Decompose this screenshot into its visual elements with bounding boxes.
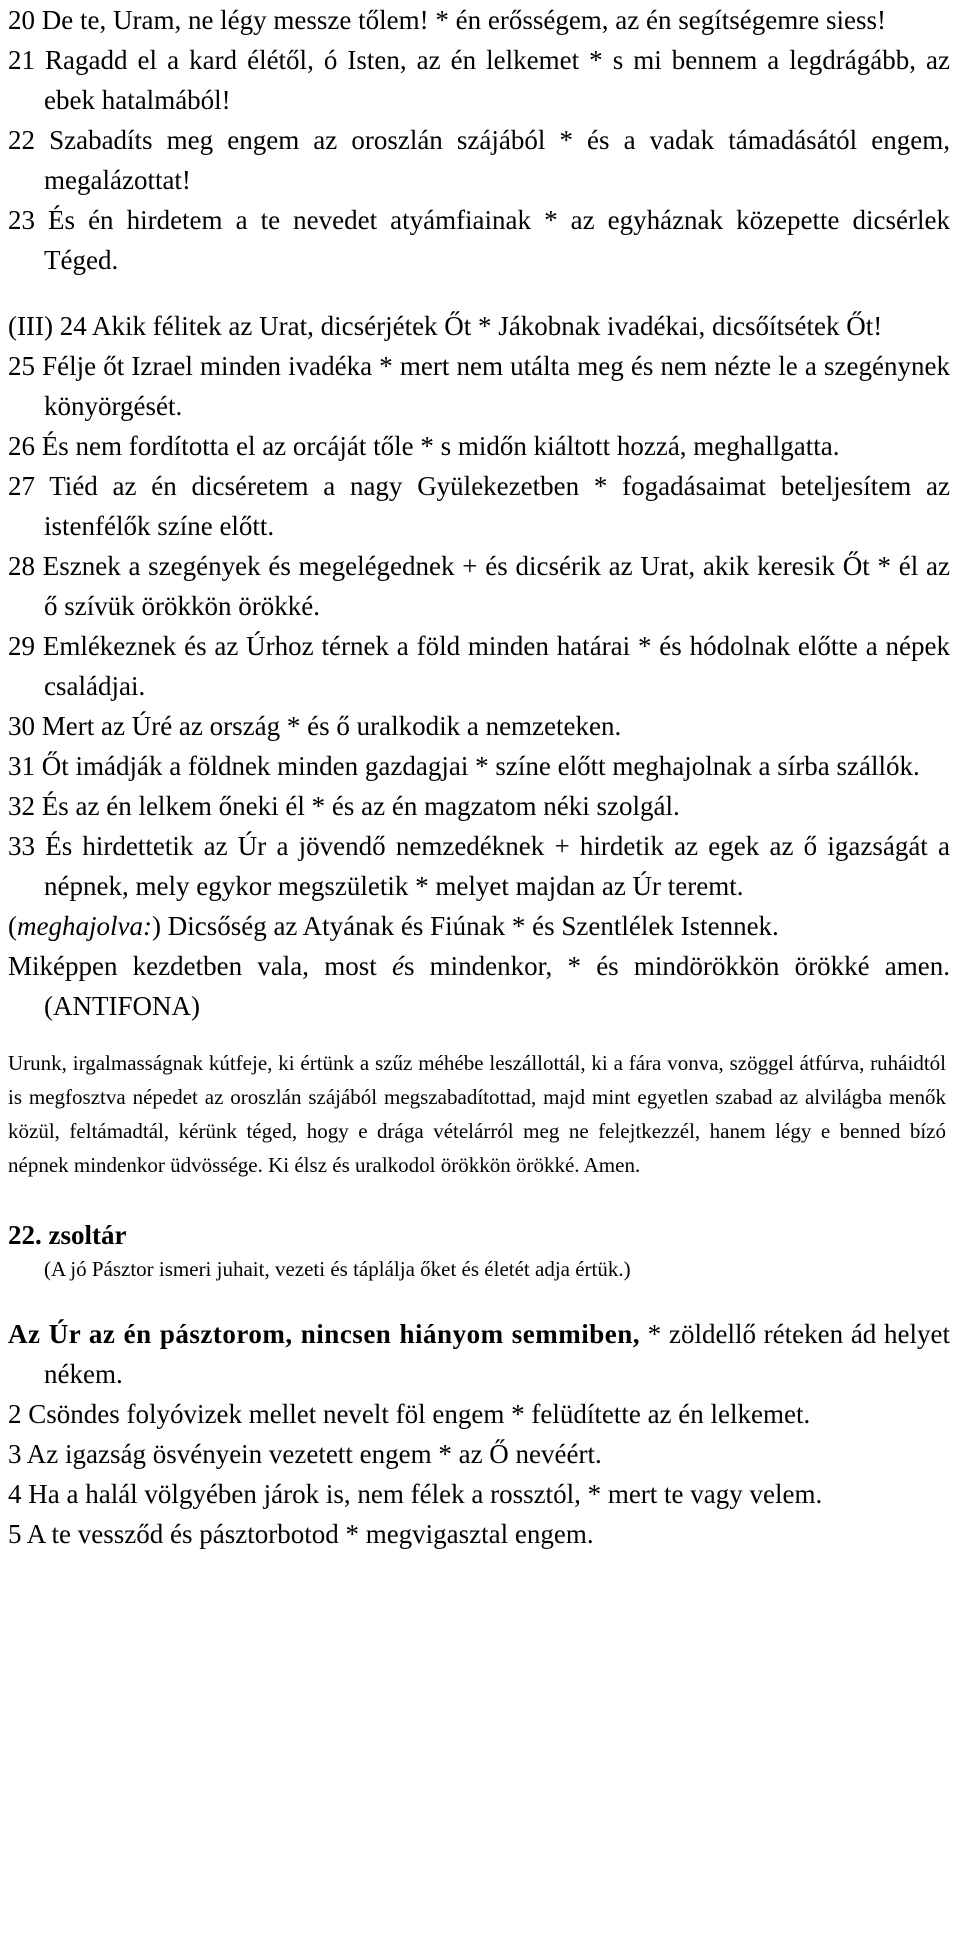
- psalm-22-verse-1-bold: Az Úr az én pásztorom, nincsen hiányom semmiben,: [8, 1319, 641, 1349]
- psalm-22-verse-4: 4 Ha a halál völgyében járok is, nem félek a rossztól, * mert te vagy velem.: [8, 1479, 823, 1509]
- verse-31: 31 Őt imádják a földnek minden gazdagjai * színe előtt meghajolnak a sírba szállók.: [8, 751, 920, 781]
- verse-29: 29 Emlékeznek és az Úrhoz térnek a föld minden határai * és hódolnak előtte a népek családjai.: [8, 631, 950, 701]
- doxology-line-1: (meghajolva:) Dicsőség az Atyának és Fiúnak * és Szentlélek Istennek.: [8, 911, 779, 941]
- verse-23: 23 És én hirdetem a te nevedet atyámfiainak * az egyháznak közepette dicsérlek Téged.: [8, 205, 950, 275]
- verse-27: 27 Tiéd az én dicséretem a nagy Gyülekezetben * fogadásaimat beteljesítem az istenfélők színe előtt.: [8, 471, 950, 541]
- doxology-italic-e: é: [391, 951, 404, 981]
- verse-32: 32 És az én lelkem őneki él * és az én magzatom néki szolgál.: [8, 791, 680, 821]
- verse-30: 30 Mert az Úré az ország * és ő uralkodik a nemzeteken.: [8, 711, 622, 741]
- psalm-22-verse-5: 5 A te vessződ és pásztorbotod * megvigasztal engem.: [8, 1519, 594, 1549]
- verse-20: 20 De te, Uram, ne légy messze tőlem! * én erősségem, az én segítségemre siess!: [8, 5, 886, 35]
- psalm-22-verse-1-rest: * zöldellő réteken ád helyet nékem.: [44, 1319, 950, 1389]
- verse-33: 33 És hirdettetik az Úr a jövendő nemzedéknek + hirdetik az egek az ő igazságát a népnek, mely egykor megszületik * melyet majdan az Úr teremt.: [8, 831, 950, 901]
- verse-24: (III) 24 Akik félitek az Urat, dicsérjétek Őt * Jákobnak ivadékai, dicsőítsétek Őt!: [8, 311, 883, 341]
- verse-21: 21 Ragadd el a kard élétől, ó Isten, az én lelkemet * s mi bennem a legdrágább, az ebek hatalmából!: [8, 45, 950, 115]
- verse-26: 26 És nem fordította el az orcáját tőle * s midőn kiáltott hozzá, meghallgatta.: [8, 431, 840, 461]
- psalm-22-subtitle: (A jó Pásztor ismeri juhait, vezeti és táplálja őket és életét adja értük.): [44, 1257, 631, 1281]
- doxology-text-2a: Miképpen kezdetben vala, most: [8, 951, 392, 981]
- doxology-text-1: Dicsőség az Atyának és Fiúnak * és Szentlélek Istennek.: [160, 911, 779, 941]
- psalm-22-verse-3: 3 Az igazság ösvényein vezetett engem * az Ő nevéért.: [8, 1439, 602, 1469]
- closing-prayer: Urunk, irgalmasságnak kútfeje, ki értünk a szűz méhébe leszállottál, ki a fára vonva, szöggel átfúrva, ruháidtól is megfosztva népedet az oroszlán szájából megszabadítottad, majd mint egyetlen szabad az alvilágba menők közül, feltámadtál, kérünk téged, hogy e drága vételárról meg ne felejtkezzél, hanem légy e benned bízó népnek mindenkor üdvössége. Ki élsz és uralkodol örökkön örökké. Amen.: [8, 1051, 946, 1177]
- verse-25: 25 Félje őt Izrael minden ivadéka * mert nem utálta meg és nem nézte le a szegénynek könyörgését.: [8, 351, 950, 421]
- verse-28: 28 Esznek a szegények és megelégednek + és dicsérik az Urat, akik keresik Őt * él az ő szívük örökkön örökké.: [8, 551, 950, 621]
- doxology-line-2: [8, 946, 950, 1026]
- doxology-text-2b: s mindenkor, * és mindörökkön örökké amen. (ANTIFONA): [44, 951, 950, 1021]
- bow-instruction: meghajolva:: [17, 911, 152, 941]
- verse-22: 22 Szabadíts meg engem az oroszlán szájából * és a vadak támadásától engem, megalázottat!: [8, 125, 950, 195]
- psalm-22-title: 22. zsoltár: [8, 1220, 127, 1250]
- psalm-22-verse-2: 2 Csöndes folyóvizek mellet nevelt föl engem * felüdítette az én lelkemet.: [8, 1399, 811, 1429]
- psalm-22-verse-1: [8, 1314, 950, 1394]
